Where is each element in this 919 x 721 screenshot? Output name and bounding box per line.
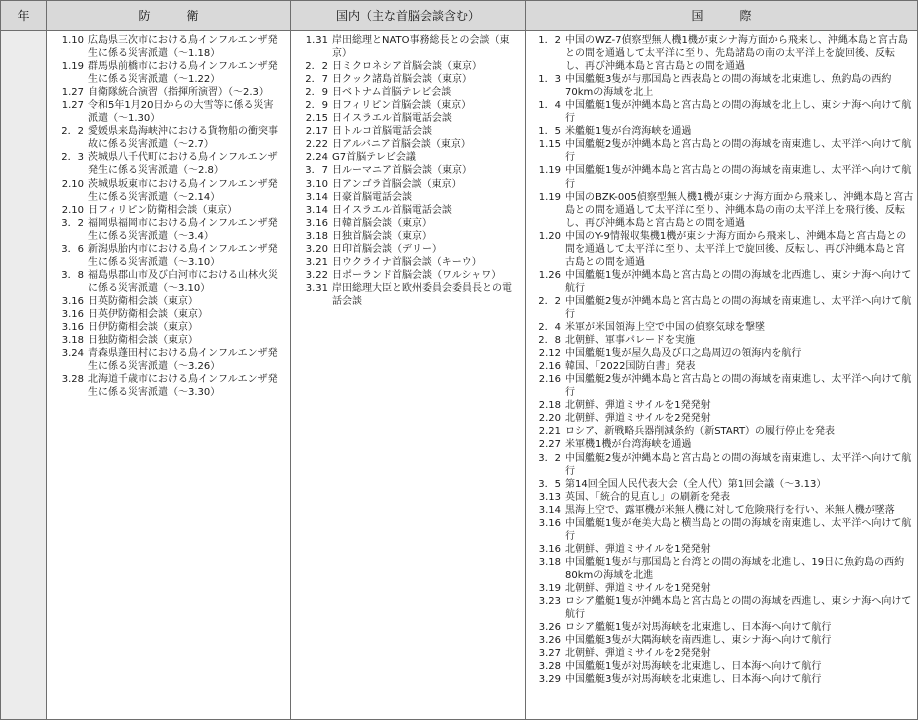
chronology-entry xyxy=(298,204,518,217)
entry-date: 3.28 xyxy=(61,374,84,386)
entry-date: 3.16 xyxy=(538,517,561,529)
entry-text: 茨城県坂東市における鳥インフルエンザ発生に係る災害派遣（〜2.14） xyxy=(88,178,278,203)
entry-date: 3．2 xyxy=(61,217,84,229)
chronology-entry xyxy=(531,425,914,438)
international-column xyxy=(531,34,914,686)
entry-date: 3.26 xyxy=(538,635,561,647)
chronology-entry xyxy=(531,34,914,73)
chronology-entry xyxy=(298,269,518,282)
chronology-entry xyxy=(531,438,914,451)
chronology-entry xyxy=(531,138,914,164)
entry-text: 日ポーランド首脳会談（ワルシャワ） xyxy=(332,269,502,281)
entry-date: 1.19 xyxy=(538,191,561,203)
chronology-entry xyxy=(531,621,914,634)
entry-date: 3.16 xyxy=(305,217,328,229)
entry-text: 福島県郡山市及び白河市における山林火災に係る災害派遣（〜3.10） xyxy=(88,269,278,294)
entry-date: 2．3 xyxy=(61,152,84,164)
entry-text: 中国艦艇2隻が沖縄本島と宮古島との間の海域を南東進し、太平洋へ向けて航行 xyxy=(565,295,912,320)
entry-text: 北朝鮮、弾道ミサイルを1発発射 xyxy=(565,543,711,555)
entry-date: 3.16 xyxy=(61,322,84,334)
chronology-entry xyxy=(531,543,914,556)
entry-date: 2.16 xyxy=(538,374,561,386)
entry-text: 岸田総理大臣と欧州委員会委員長との電話会談 xyxy=(332,282,512,307)
chronology-entry xyxy=(531,452,914,478)
chronology-entry xyxy=(531,504,914,517)
chronology-entry xyxy=(54,321,282,334)
entry-date: 1．3 xyxy=(538,74,561,86)
entry-text: 岸田総理とNATO事務総長との会談（東京） xyxy=(332,35,510,60)
entry-text: 北朝鮮、弾道ミサイルを2発発射 xyxy=(565,648,711,660)
chronology-entry xyxy=(531,269,914,295)
defense-column xyxy=(54,34,282,399)
entry-text: 米軍が米国領海上空で中国の偵察気球を撃墜 xyxy=(565,322,765,334)
chronology-entry xyxy=(531,373,914,399)
chronology-entry xyxy=(298,138,518,151)
entry-text: 日イスラエル首脳電話会談 xyxy=(332,113,452,125)
entry-text: 北朝鮮、弾道ミサイルを2発発射 xyxy=(565,413,711,425)
entry-text: 日フィリピン首脳会談（東京） xyxy=(332,100,472,112)
chronology-entry xyxy=(298,99,518,112)
entry-date: 3.21 xyxy=(305,256,328,268)
chronology-entry xyxy=(54,151,282,177)
chronology-entry xyxy=(531,164,914,190)
year-column-body xyxy=(1,31,46,719)
entry-text: 自衛隊統合演習（指揮所演習）（〜2.3） xyxy=(88,87,269,99)
entry-date: 3．2 xyxy=(538,452,561,464)
chronology-entry xyxy=(54,334,282,347)
entry-date: 1.15 xyxy=(538,139,561,151)
chronology-entry xyxy=(298,178,518,191)
entry-text: 中国艦艇1隻が沖縄本島と宮古島との間の海域を北西進し、東シナ海へ向けて航行 xyxy=(565,269,912,294)
entry-text: 米軍機1機が台湾海峡を通過 xyxy=(565,439,692,451)
entry-text: 中国艦艇3隻が大隅海峡を南西進し、東シナ海へ向けて航行 xyxy=(565,635,832,647)
entry-text: 中国艦艇1隻が沖縄本島と宮古島との間の海域を北上し、東シナ海へ向けて航行 xyxy=(565,100,912,125)
chronology-entry xyxy=(54,125,282,151)
entry-date: 3.19 xyxy=(538,582,561,594)
chronology-entry xyxy=(54,243,282,269)
entry-date: 3.14 xyxy=(538,504,561,516)
domestic-column xyxy=(298,34,518,308)
entry-date: 2．7 xyxy=(305,74,328,86)
entry-date: 2.21 xyxy=(538,426,561,438)
entry-date: 2．2 xyxy=(538,295,561,307)
chronology-entry xyxy=(54,269,282,295)
entry-text: 中国艦艇3隻が与那国島と西表島との間の海域を北東進し、魚釣島の西約70kmの海域を北上 xyxy=(565,74,892,99)
entry-text: ロシア艦艇1隻が対馬海峡を北東進し、日本海へ向けて航行 xyxy=(565,622,832,634)
header-defense: 防 衛 xyxy=(47,1,290,31)
entry-text: 中国艦艇3隻が対馬海峡を北東進し、日本海へ向けて航行 xyxy=(565,674,822,686)
entry-text: 日アンゴラ首脳会談（東京） xyxy=(332,178,462,190)
chronology-entry xyxy=(298,73,518,86)
entry-text: 日英伊防衛相会談（東京） xyxy=(88,308,208,320)
chronology-entry xyxy=(54,178,282,204)
chronology-entry xyxy=(298,230,518,243)
entry-text: 米艦艇1隻が台湾海峡を通過 xyxy=(565,126,692,138)
entry-text: 日印首脳会談（デリー） xyxy=(332,243,442,255)
entry-date: 2.12 xyxy=(538,348,561,360)
chronology-entry xyxy=(298,34,518,60)
entry-date: 2．9 xyxy=(305,87,328,99)
chronology-entry xyxy=(531,125,914,138)
entry-date: 3.14 xyxy=(305,204,328,216)
entry-text: 北朝鮮、軍事パレードを実施 xyxy=(565,335,695,347)
chronology-entry xyxy=(531,517,914,543)
entry-date: 3．7 xyxy=(305,165,328,177)
entry-date: 2．2 xyxy=(61,126,84,138)
chronology-entry xyxy=(531,673,914,686)
entry-date: 3.16 xyxy=(538,543,561,555)
entry-date: 2.22 xyxy=(305,139,328,151)
column-divider xyxy=(290,1,291,719)
chronology-entry xyxy=(531,399,914,412)
entry-text: 日ベトナム首脳テレビ会談 xyxy=(332,87,452,99)
entry-text: 日ルーマニア首脳会談（東京） xyxy=(332,165,472,177)
entry-date: 2.17 xyxy=(305,126,328,138)
entry-date: 2.10 xyxy=(61,178,84,190)
chronology-entry xyxy=(298,60,518,73)
chronology-entry xyxy=(298,151,518,164)
chronology-entry xyxy=(298,243,518,256)
chronology-entry xyxy=(531,660,914,673)
entry-text: 福岡県福岡市における鳥インフルエンザ発生に係る災害派遣（〜3.4） xyxy=(88,217,278,242)
entry-date: 3.18 xyxy=(538,556,561,568)
chronology-entry xyxy=(531,230,914,269)
entry-text: 中国のBZK-005偵察型無人機1機が東シナ海方面から飛来し、沖縄本島と宮古島との間を通過して太平洋に至り、沖縄本島の南の太平洋上を飛行後、反転し、再び沖縄本島と宮古島との間を通過 xyxy=(565,191,914,229)
entry-text: 中国艦艇1隻が沖縄本島と宮古島との間の海域を南東進し、太平洋へ向けて航行 xyxy=(565,165,912,190)
chronology-entry xyxy=(298,191,518,204)
entry-date: 2.18 xyxy=(538,400,561,412)
entry-date: 3.18 xyxy=(61,335,84,347)
entry-text: ロシア艦艇1隻が沖縄本島と宮古島との間の海域を西進し、東シナ海へ向けて航行 xyxy=(565,596,912,621)
entry-date: 2.20 xyxy=(538,413,561,425)
entry-text: 日伊防衛相会談（東京） xyxy=(88,322,198,334)
chronology-entry xyxy=(54,217,282,243)
entry-date: 2．2 xyxy=(305,61,328,73)
entry-date: 3.20 xyxy=(305,243,328,255)
chronology-entry xyxy=(531,321,914,334)
entry-text: 新潟県胎内市における鳥インフルエンザ発生に係る災害派遣（〜3.10） xyxy=(88,243,278,268)
chronology-entry xyxy=(54,295,282,308)
entry-text: 韓国、「2022国防白書」発表 xyxy=(565,361,696,373)
entry-date: 3.31 xyxy=(305,282,328,294)
entry-date: 3．5 xyxy=(538,478,561,490)
entry-date: 1．5 xyxy=(538,126,561,138)
entry-text: 愛媛県来島海峡沖における貨物船の衝突事故に係る災害派遣（〜2.7） xyxy=(88,126,278,151)
entry-text: 日韓首脳会談（東京） xyxy=(332,217,432,229)
chronology-entry xyxy=(531,360,914,373)
chronology-entry xyxy=(54,204,282,217)
entry-date: 1.27 xyxy=(61,100,84,112)
header-domestic: 国内（主な首脳会談含む） xyxy=(291,1,525,31)
chronology-entry xyxy=(531,647,914,660)
entry-text: 第14回全国人民代表大会（全人代）第1回会議（〜3.13） xyxy=(565,478,827,490)
column-divider xyxy=(525,1,526,719)
entry-date: 3.22 xyxy=(305,269,328,281)
entry-text: 日クック諸島首脳会談（東京） xyxy=(332,74,472,86)
entry-date: 3.16 xyxy=(61,295,84,307)
entry-date: 3.27 xyxy=(538,648,561,660)
entry-date: 3．8 xyxy=(61,269,84,281)
entry-date: 1.19 xyxy=(61,61,84,73)
chronology-entry xyxy=(54,99,282,125)
entry-text: 令和5年1月20日からの大雪等に係る災害派遣（〜1.30） xyxy=(88,100,274,125)
entry-text: 北朝鮮、弾道ミサイルを1発発射 xyxy=(565,400,711,412)
entry-text: 広島県三次市における鳥インフルエンザ発生に係る災害派遣（〜1.18） xyxy=(88,35,278,60)
chronology-entry xyxy=(298,125,518,138)
entry-text: 日トルコ首脳電話会談 xyxy=(332,126,432,138)
entry-date: 1.31 xyxy=(305,35,328,46)
chronology-entry xyxy=(54,86,282,99)
entry-date: 2．9 xyxy=(305,100,328,112)
entry-text: 日英防衛相会談（東京） xyxy=(88,295,198,307)
entry-text: 中国のY-9情報収集機1機が東シナ海方面から飛来し、沖縄本島と宮古島との間を通過して太平洋に至り、太平洋上で旋回後、反転し、再び沖縄本島と宮古島との間を通過 xyxy=(565,230,907,268)
entry-text: 中国のWZ-7偵察型無人機1機が東シナ海方面から飛来し、沖縄本島と宮古島との間を通過して太平洋に至り、先島諸島の南の太平洋上を旋回後、反転し、再び沖縄本島と宮古島との間を通過 xyxy=(565,35,908,73)
entry-text: 日独首脳会談（東京） xyxy=(332,230,432,242)
entry-text: 中国艦艇2隻が沖縄本島と宮古島との間の海域を南東進し、太平洋へ向けて航行 xyxy=(565,139,912,164)
entry-date: 2.24 xyxy=(305,152,328,164)
entry-date: 3.26 xyxy=(538,622,561,634)
entry-text: 英国、「統合的見直し」の刷新を発表 xyxy=(565,491,730,503)
chronology-entry xyxy=(531,347,914,360)
entry-date: 3.23 xyxy=(538,596,561,608)
entry-date: 3.14 xyxy=(305,191,328,203)
entry-text: 日ウクライナ首脳会談（キーウ） xyxy=(332,256,482,268)
entry-date: 2.10 xyxy=(61,204,84,216)
entry-date: 2.15 xyxy=(305,113,328,125)
entry-text: 中国艦艇2隻が沖縄本島と宮古島との間の海域を南東進し、太平洋へ向けて航行 xyxy=(565,452,912,477)
header-international: 国 際 xyxy=(526,1,917,31)
chronology-entry xyxy=(531,491,914,504)
column-divider xyxy=(46,1,47,719)
entry-text: ロシア、新戦略兵器削減条約（新START）の履行停止を発表 xyxy=(565,426,836,438)
entry-date: 3.28 xyxy=(538,661,561,673)
entry-text: 中国艦艇1隻が屋久島及び口之島周辺の領海内を航行 xyxy=(565,348,802,360)
chronology-entry xyxy=(298,164,518,177)
chronology-entry xyxy=(54,373,282,399)
entry-date: 1.19 xyxy=(538,165,561,177)
chronology-entry xyxy=(54,308,282,321)
chronology-entry xyxy=(531,412,914,425)
entry-text: 中国艦艇1隻が奄美大島と横当島との間の海域を南東進し、太平洋へ向けて航行 xyxy=(565,517,912,542)
entry-text: 日アルバニア首脳会談（東京） xyxy=(332,139,471,151)
entry-text: 黒海上空で、露軍機が米無人機に対して危険飛行を行い、米無人機が墜落 xyxy=(565,504,895,516)
chronology-entry xyxy=(298,217,518,230)
entry-text: 日ミクロネシア首脳会談（東京） xyxy=(332,61,482,73)
entry-date: 1.27 xyxy=(61,87,84,99)
entry-date: 2．4 xyxy=(538,322,561,334)
chronology-entry xyxy=(531,556,914,582)
entry-date: 2．8 xyxy=(538,335,561,347)
header-year: 年 xyxy=(1,1,46,31)
entry-text: 日イスラエル首脳電話会談 xyxy=(332,204,452,216)
entry-text: 日フィリピン防衛相会談（東京） xyxy=(88,204,238,216)
entry-text: 群馬県前橋市における鳥インフルエンザ発生に係る災害派遣（〜1.22） xyxy=(88,61,278,86)
entry-text: 青森県蓬田村における鳥インフルエンザ発生に係る災害派遣（〜3.26） xyxy=(88,348,278,373)
entry-text: 日豪首脳電話会談 xyxy=(332,191,412,203)
chronology-entry xyxy=(298,112,518,125)
chronology-entry xyxy=(531,634,914,647)
entry-date: 1.20 xyxy=(538,230,561,242)
chronology-entry xyxy=(54,60,282,86)
entry-date: 3.29 xyxy=(538,674,561,686)
entry-date: 3.18 xyxy=(305,230,328,242)
chronology-entry xyxy=(531,73,914,99)
entry-date: 3.13 xyxy=(538,491,561,503)
entry-date: 1．2 xyxy=(538,35,561,46)
chronology-entry xyxy=(298,256,518,269)
entry-text: 茨城県八千代町における鳥インフルエンザ発生に係る災害派遣（〜2.8） xyxy=(88,152,278,177)
chronology-entry xyxy=(531,582,914,595)
chronology-entry xyxy=(531,191,914,230)
chronology-entry xyxy=(54,347,282,373)
entry-text: 北海道千歳市における鳥インフルエンザ発生に係る災害派遣（〜3.30） xyxy=(88,374,278,399)
entry-date: 3.16 xyxy=(61,308,84,320)
chronology-entry xyxy=(531,99,914,125)
entry-date: 3.24 xyxy=(61,348,84,360)
entry-date: 1．4 xyxy=(538,100,561,112)
chronology-entry xyxy=(531,334,914,347)
entry-text: G7首脳テレビ会議 xyxy=(332,152,416,164)
entry-text: 中国艦艇1隻が与那国島と台湾との間の海域を北進し、19日に魚釣島の西約80kmの海域を北進 xyxy=(565,556,905,581)
entry-date: 3．6 xyxy=(61,243,84,255)
chronology-entry xyxy=(298,86,518,99)
chronology-entry xyxy=(531,595,914,621)
chronology-entry xyxy=(531,295,914,321)
entry-date: 2.27 xyxy=(538,439,561,451)
entry-date: 2.16 xyxy=(538,361,561,373)
entry-text: 北朝鮮、弾道ミサイルを1発発射 xyxy=(565,582,711,594)
chronology-entry xyxy=(298,282,518,308)
chronology-entry xyxy=(531,478,914,491)
entry-date: 1.26 xyxy=(538,269,561,281)
entry-text: 中国艦艇1隻が対馬海峡を北東進し、日本海へ向けて航行 xyxy=(565,661,822,673)
entry-date: 1.10 xyxy=(61,35,84,46)
entry-date: 3.10 xyxy=(305,178,328,190)
entry-text: 日独防衛相会談（東京） xyxy=(88,335,198,347)
chronology-entry xyxy=(54,34,282,60)
entry-text: 中国艦艇2隻が沖縄本島と宮古島との間の海域を南東進し、太平洋へ向けて航行 xyxy=(565,374,912,399)
